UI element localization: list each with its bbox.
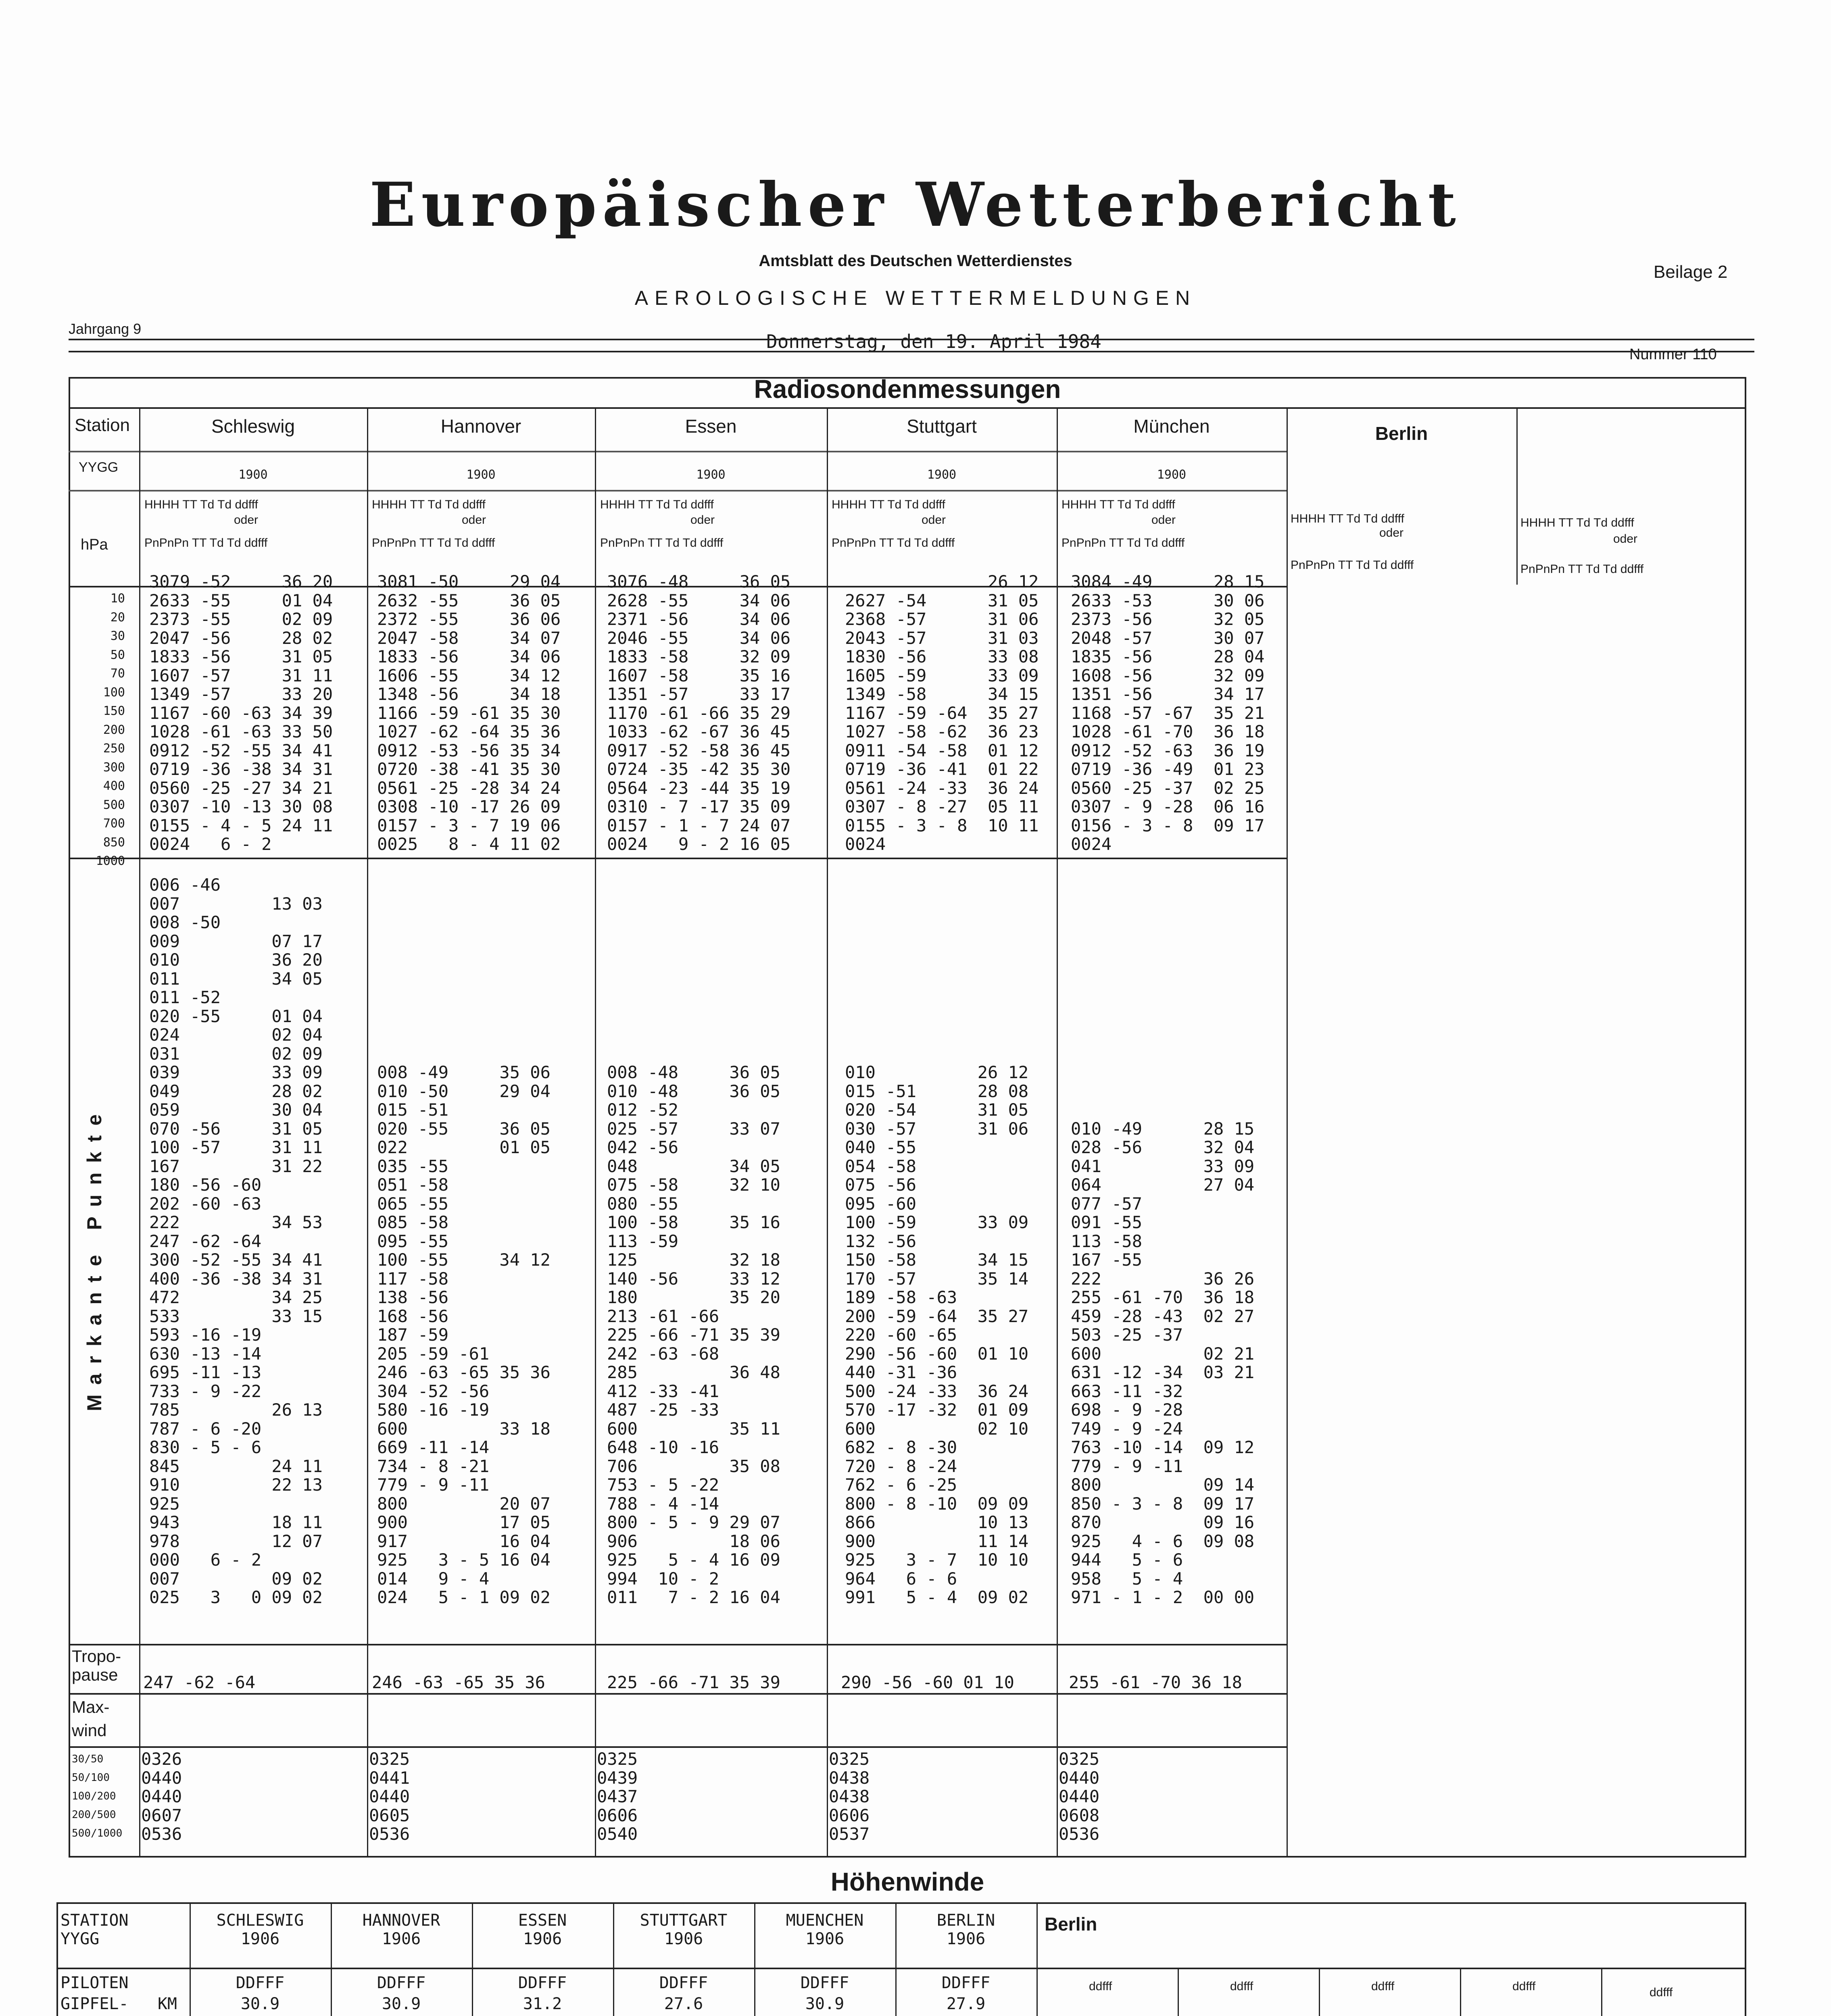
hw-yygg-stuttgart: 1906 xyxy=(664,1930,703,1948)
hw-gipfel-berlin: DDFFF 27.9 xyxy=(941,1974,991,2013)
col-head-2: PnPnPn TT Td Td ddfff xyxy=(600,536,724,550)
tropopause-label: Tropo- pause xyxy=(72,1647,121,1684)
hw-gipfel-stuttgart: DDFFF 27.6 xyxy=(659,1974,708,2013)
col-head-1: HHHH TT Td Td ddfff xyxy=(832,498,945,511)
station-name-berlin: Berlin xyxy=(1375,423,1428,444)
yygg-muenchen: 1900 xyxy=(1157,468,1187,482)
page-subtitle: Amtsblatt des Deutschen Wetterdienstes xyxy=(759,252,1072,270)
header-rule xyxy=(69,339,1754,340)
issue-number: Nummer 110 xyxy=(1629,346,1717,363)
hw-station-muenchen: MUENCHEN xyxy=(786,1911,864,1930)
station-name-hannover: Hannover xyxy=(440,416,521,437)
issue-date: Donnerstag, den 19. April 1984 xyxy=(766,331,1101,352)
hw-extra-ddfff: ddfff xyxy=(1230,1980,1253,1993)
tropopause-essen: 225 -66 -71 35 39 xyxy=(607,1672,780,1692)
header-rule-2 xyxy=(69,351,1754,352)
maxwind-essen: 0325 0439 0437 0606 0540 xyxy=(597,1749,638,1844)
col-head-1: HHHH TT Td Td ddfff xyxy=(1291,512,1404,525)
hw-gipfel-muenchen: DDFFF 30.9 xyxy=(800,1974,849,2013)
markante-essen: 008 -48 36 05 010 -48 36 05 012 -52 025 -57 33 07 042 -56 048 34 05 075 -58 32 10 080 -55 100 -58 35 16 113 -59 125 32 18 140 -56 33 12 180 35 20 213 -61 -66 225 -66 -71 35 39 242 -63 -68 285 36 48 412 -33 -41 487 -25 -33 600 35 11 648 -10 -16 706 35 08 753 - 5 -22 788 - 4 -14 800 - 5 - 9 29 07 906 18 06 925 5 - 4 16 09 994 10 - 2 011 7 - 2 16 04 xyxy=(607,1062,780,1607)
hw-extra-ddfff: ddfff xyxy=(1512,1980,1536,1993)
standard-levels-hannover: 3081 -50 29 04 2632 -55 36 05 2372 -55 36 06 2047 -58 34 07 1833 -56 34 06 1606 -55 34 12 1348 -56 34 18 1166 -59 -61 35 30 1027 -62 -64 35 36 0912 -53 -56 35 34 0720 -38 -41 35 30 0561 -25 -28 34 24 0308 -10 -17 26 09 0157 - 3 - 7 19 06 0025 8 - 4 11 02 xyxy=(377,572,561,854)
tropopause-stuttgart: 290 -56 -60 01 10 xyxy=(841,1672,1014,1692)
hw-gipfel-essen: DDFFF 31.2 xyxy=(518,1974,567,2013)
yygg-schleswig: 1900 xyxy=(238,468,268,482)
hw-extra-berlin: Berlin xyxy=(1045,1914,1097,1935)
beilage-label: Beilage 2 xyxy=(1654,262,1728,282)
hw-piloten-label: PILOTEN GIPFEL- KM xyxy=(60,1974,177,2013)
col-oder: oder xyxy=(922,513,946,527)
hw-extra-ddfff: ddfff xyxy=(1650,1986,1673,1999)
station-label: Station xyxy=(75,415,130,435)
markante-stuttgart: 010 26 12 015 -51 28 08 020 -54 31 05 030 -57 31 06 040 -55 054 -58 075 -56 095 -60 100 -59 33 09 132 -56 150 -58 34 15 170 -57 35 14 189 -58 -63 200 -59 -64 35 27 220 -60 -65 290 -56 -60 01 10 440 -31 -36 500 -24 -33 36 24 570 -17 -32 01 09 600 02 10 682 - 8 -30 720 - 8 -24 762 - 6 -25 800 - 8 -10 09 09 866 10 13 900 11 14 925 3 - 7 10 10 964 6 - 6 991 5 - 4 09 02 xyxy=(845,1062,1029,1607)
section-title: AEROLOGISCHE WETTERMELDUNGEN xyxy=(634,287,1197,309)
col-head-2: PnPnPn TT Td Td ddfff xyxy=(372,536,495,550)
col-oder: oder xyxy=(234,513,259,527)
station-name-stuttgart: Stuttgart xyxy=(907,416,977,437)
col-oder: oder xyxy=(690,513,715,527)
jahrgang-label: Jahrgang 9 xyxy=(69,321,142,337)
col-head-1: HHHH TT Td Td ddfff xyxy=(144,498,258,511)
hpa-label: hPa xyxy=(81,536,108,553)
yygg-hannover: 1900 xyxy=(466,468,496,482)
col-head-1: HHHH TT Td Td ddfff xyxy=(372,498,486,511)
hw-gipfel-schleswig: DDFFF 30.9 xyxy=(236,1974,285,2013)
yygg-essen: 1900 xyxy=(696,468,726,482)
col-head-2: PnPnPn TT Td Td ddfff xyxy=(1520,562,1644,576)
hoehenwinde-title: Höhenwinde xyxy=(830,1867,984,1896)
hw-yygg-muenchen: 1906 xyxy=(805,1930,845,1948)
hw-station-stuttgart: STUTTGART xyxy=(640,1911,728,1930)
maxwind-hannover: 0325 0441 0440 0605 0536 xyxy=(369,1749,410,1844)
standard-levels-stuttgart: 26 12 2627 -54 31 05 2368 -57 31 06 2043 -57 31 03 1830 -56 33 08 1605 -59 33 09 1349 -58 34 15 1167 -59 -64 35 27 1027 -58 -62 36 23 0911 -54 -58 01 12 0719 -36 -41 01 22 0561 -24 -33 36 24 0307 - 8 -27 05 11 0155 - 3 - 8 10 11 0024 xyxy=(845,572,1039,854)
hw-station-berlin: BERLIN xyxy=(936,1911,995,1930)
col-oder: oder xyxy=(1379,526,1404,539)
hw-yygg-hannover: 1906 xyxy=(382,1930,421,1948)
col-head-2: PnPnPn TT Td Td ddfff xyxy=(144,536,268,550)
hw-gipfel-hannover: DDFFF 30.9 xyxy=(377,1974,426,2013)
hw-station-schleswig: SCHLESWIG xyxy=(216,1911,304,1930)
col-head-1: HHHH TT Td Td ddfff xyxy=(1061,498,1175,511)
standard-levels-muenchen: 3084 -49 28 15 2633 -53 30 06 2373 -56 32 05 2048 -57 30 07 1835 -56 28 04 1608 -56 32 09 1351 -56 34 17 1168 -57 -67 35 21 1028 -61 -70 36 18 0912 -52 -63 36 19 0719 -36 -49 01 23 0560 -25 -37 02 25 0307 - 9 -28 06 16 0156 - 3 - 8 09 17 0024 xyxy=(1071,572,1265,854)
col-head-1: HHHH TT Td Td ddfff xyxy=(1520,516,1634,529)
hw-yygg-schleswig: 1906 xyxy=(240,1930,280,1948)
pressure-levels: 10 20 30 50 70 100 150 200 250 300 400 500 700 850 1000 xyxy=(96,591,125,868)
maxwind-label: Max- wind xyxy=(72,1697,110,1740)
yygg-stuttgart: 1900 xyxy=(927,468,957,482)
markante-hannover: 008 -49 35 06 010 -50 29 04 015 -51 020 -55 36 05 022 01 05 035 -55 051 -58 065 -55 085 -58 095 -55 100 -55 34 12 117 -58 138 -56 168 -56 187 -59 205 -59 -61 246 -63 -65 35 36 304 -52 -56 580 -16 -19 600 33 18 669 -11 -14 734 - 8 -21 779 - 9 -11 800 20 07 900 17 05 917 16 04 925 3 - 5 16 04 014 9 - 4 024 5 - 1 09 02 xyxy=(377,1062,551,1607)
markante-punkte-label: Markante Punkte xyxy=(83,1104,106,1411)
hw-yygg-essen: 1906 xyxy=(523,1930,562,1948)
station-name-muenchen: München xyxy=(1133,416,1210,437)
standard-levels-essen: 3076 -48 36 05 2628 -55 34 06 2371 -56 34 06 2046 -55 34 06 1833 -58 32 09 1607 -58 35 16 1351 -57 33 17 1170 -61 -66 35 29 1033 -62 -67 36 45 0917 -52 -58 36 45 0724 -35 -42 35 30 0564 -23 -44 35 19 0310 - 7 -17 35 09 0157 - 1 - 7 24 07 0024 9 - 2 16 05 xyxy=(607,572,791,854)
station-name-essen: Essen xyxy=(685,416,737,437)
radiosonde-title: Radiosondenmessungen xyxy=(754,375,1061,404)
hw-station-essen: ESSEN xyxy=(518,1911,567,1930)
col-oder: oder xyxy=(462,513,486,527)
tropopause-hannover: 246 -63 -65 35 36 xyxy=(372,1672,545,1692)
col-head-2: PnPnPn TT Td Td ddfff xyxy=(1061,536,1185,550)
hw-head-label: STATION YYGG xyxy=(60,1911,129,1948)
col-head-2: PnPnPn TT Td Td ddfff xyxy=(1291,558,1414,572)
hw-extra-ddfff: ddfff xyxy=(1089,1980,1112,1993)
markante-schleswig: 006 -46 007 13 03 008 -50 009 07 17 010 36 20 011 34 05 011 -52 020 -55 01 04 024 02 04 031 02 09 039 33 09 049 28 02 059 30 04 070 -56 31 05 100 -57 31 11 167 31 22 180 -56 -60 202 -60 -63 222 34 53 247 -62 -64 300 -52 -55 34 41 400 -36 -38 34 31 472 34 25 533 33 15 593 -16 -19 630 -13 -14 695 -11 -13 733 - 9 -22 785 26 13 787 - 6 -20 830 - 5 - 6 845 24 11 910 22 13 925 943 18 11 978 12 07 000 6 - 2 007 09 02 025 3 0 09 02 xyxy=(149,875,323,1607)
col-head-2: PnPnPn TT Td Td ddfff xyxy=(832,536,955,550)
tropopause-muenchen: 255 -61 -70 36 18 xyxy=(1069,1672,1242,1692)
standard-levels-schleswig: 3079 -52 36 20 2633 -55 01 04 2373 -55 02 09 2047 -56 28 02 1833 -56 31 05 1607 -57 31 11 1349 -57 33 20 1167 -60 -63 34 39 1028 -61 -63 33 50 0912 -52 -55 34 41 0719 -36 -38 34 31 0560 -25 -27 34 21 0307 -10 -13 30 08 0155 - 4 - 5 24 11 0024 6 - 2 xyxy=(149,572,333,854)
maxwind-schleswig: 0326 0440 0440 0607 0536 xyxy=(141,1749,182,1844)
col-oder: oder xyxy=(1151,513,1176,527)
hw-station-hannover: HANNOVER xyxy=(362,1911,440,1930)
page-title: Europäischer Wetterbericht xyxy=(369,169,1462,240)
col-oder: oder xyxy=(1613,532,1638,546)
tropopause-schleswig: 247 -62 -64 xyxy=(143,1672,256,1692)
hw-extra-ddfff: ddfff xyxy=(1371,1980,1395,1993)
hw-yygg-berlin: 1906 xyxy=(946,1930,986,1948)
markante-muenchen: 010 -49 28 15 028 -56 32 04 041 33 09 064 27 04 077 -57 091 -55 113 -58 167 -55 222 36 26 255 -61 -70 36 18 459 -28 -43 02 27 503 -25 -37 600 02 21 631 -12 -34 03 21 663 -11 -32 698 - 9 -28 749 - 9 -24 763 -10 -14 09 12 779 - 9 -11 800 09 14 850 - 3 - 8 09 17 870 09 16 925 4 - 6 09 08 944 5 - 6 958 5 - 4 971 - 1 - 2 00 00 xyxy=(1071,1118,1255,1607)
maxwind-muenchen: 0325 0440 0440 0608 0536 xyxy=(1059,1749,1100,1844)
station-name-schleswig: Schleswig xyxy=(211,416,295,437)
yygg-label: YYGG xyxy=(79,460,119,475)
shear-layers: 30/50 50/100 100/200 200/500 500/1000 xyxy=(72,1753,123,1839)
maxwind-stuttgart: 0325 0438 0438 0606 0537 xyxy=(829,1749,870,1844)
col-head-1: HHHH TT Td Td ddfff xyxy=(600,498,714,511)
